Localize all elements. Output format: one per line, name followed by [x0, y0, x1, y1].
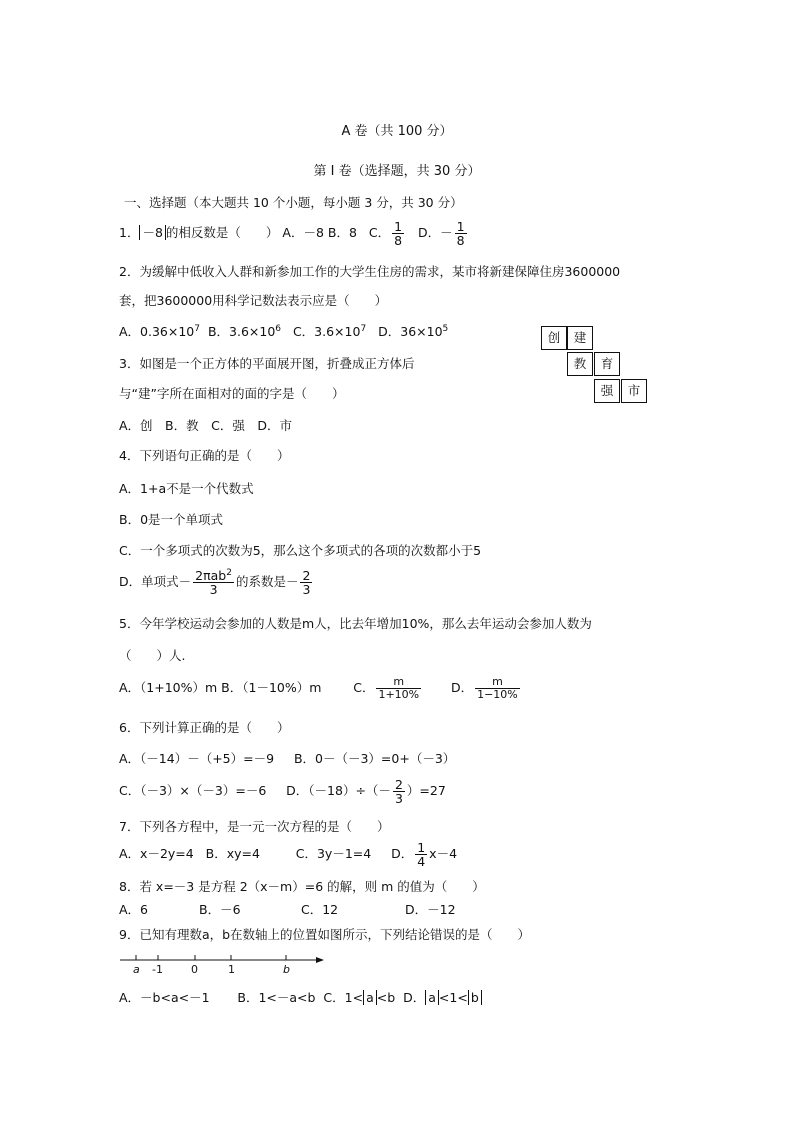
label-0: 0	[191, 963, 198, 976]
paper-title: A 卷（共 100 分）	[341, 124, 453, 139]
question-7-stem: 7．下列各方程中，是一元一次方程的是（ ）	[119, 819, 390, 834]
label-1: 1	[228, 963, 235, 976]
q1-option-d: D．－ $\frac{1}{8}$	[417, 218, 465, 248]
question-2-options	[119, 322, 448, 340]
q8-option-d: D．－12	[405, 902, 456, 917]
q4-option-c: C．一个多项式的次数为5，那么这个多项式的各项的次数都小于5	[119, 543, 482, 558]
question-2-line-1: 2．为缓解中低收入人群和新参加工作的大学生住房的需求，某市将新建保障住房3600000	[119, 264, 621, 279]
q9-option-c: C．1< a <b	[323, 990, 396, 1005]
q2-option-c: C．$3.6\times 10^7$	[292, 323, 367, 339]
q4-option-b: B．0是一个单项式	[119, 512, 224, 527]
label-a: a	[133, 963, 140, 976]
label-neg1: -1	[152, 963, 163, 976]
q9-option-a: A．－b<a<－1	[119, 990, 210, 1005]
question-5-line-2: （ ）人.	[119, 648, 186, 663]
q7-option-d: D． $\frac{1}{4}$ x－4	[391, 839, 458, 869]
q9-option-b: B．1<－a<b	[237, 990, 316, 1005]
q1-option-b: B．8	[327, 225, 357, 240]
question-8-stem: 8．若 x=－3 是方程 2（x－m）=6 的解，则 m 的值为（ ）	[119, 879, 485, 894]
question-9-stem: 9．已知有理数a，b在数轴上的位置如图所示，下列结论错误的是（ ）	[119, 927, 531, 942]
question-5-options	[119, 673, 522, 703]
q7-option-c: C．3y－1=4	[295, 846, 372, 861]
q6-option-d: D．（－18）÷（－ $\frac{2}{3}$ ）=27	[286, 776, 446, 806]
q8-option-b: B．－6	[199, 902, 241, 917]
q7-option-b: B．xy=4	[205, 846, 260, 861]
question-7-options	[119, 839, 457, 869]
net-cell-jiao: 教	[567, 352, 593, 376]
q1-stem: 的相反数是（ ）	[165, 225, 279, 240]
label-b: b	[283, 963, 290, 976]
q1-abs-value: －8	[139, 225, 165, 240]
question-6-row-1	[119, 749, 455, 767]
net-cell-qiang: 强	[594, 379, 620, 403]
q6-option-a: A．（－14）－（+5）=－9	[119, 751, 275, 766]
q2-option-d: D．$36\times 10^5$	[378, 323, 449, 339]
question-3-line-1: 3．如图是一个正方体的平面展开图，折叠成正方体后	[119, 356, 415, 371]
q5-option-b: B．（1－10%）m	[221, 680, 322, 695]
q1-number: 1．	[119, 225, 140, 240]
q8-option-a: A．6	[119, 902, 149, 917]
question-2-line-2: 套，把3600000用科学记数法表示应是（ ）	[119, 293, 388, 308]
net-cell-yu: 育	[594, 352, 620, 376]
q5-option-d: D． $\frac{m}{1-10\%}$	[450, 675, 518, 701]
question-3-options: A．创 B．教 C．强 D．市	[119, 418, 292, 433]
question-4-stem: 4．下列语句正确的是（ ）	[119, 448, 290, 463]
question-6-row-2	[119, 776, 446, 806]
question-8-options	[119, 900, 456, 918]
question-3-line-2: 与“建”字所在面相对的面的字是（ ）	[119, 386, 345, 401]
q4-option-a: A．1+a不是一个代数式	[119, 481, 254, 496]
q4-option-d: D．单项式－ $\frac{2\pi ab^2}{3}$ 的系数是－ $\frac{2}{3}$	[119, 567, 311, 598]
q8-option-c: C．12	[301, 902, 339, 917]
q1-option-c: C． $\frac{1}{8}$	[368, 218, 403, 248]
question-1	[119, 218, 469, 248]
net-cell-jian: 建	[567, 326, 593, 350]
q9-option-d: D． a <1< b	[403, 990, 482, 1005]
q7-option-a: A．x－2y=4	[119, 846, 194, 861]
number-line-figure	[118, 952, 330, 978]
net-cell-chuang: 创	[541, 326, 567, 350]
q5-option-a: A．（1+10%）m	[119, 680, 218, 695]
section-instructions: 一、选择题（本大题共 10 个小题，每小题 3 分，共 30 分）	[124, 195, 463, 210]
question-5-line-1: 5．今年学校运动会参加的人数是m人，比去年增加10%，那么去年运动会参加人数为	[119, 616, 592, 631]
q5-option-c: C． $\frac{m}{1+10\%}$	[353, 675, 420, 701]
number-line-arrow	[316, 957, 324, 963]
q1-option-a: A．－8	[282, 225, 324, 240]
q2-option-a: A．$0.36\times 10^7$	[119, 323, 200, 339]
q6-option-c: C．（－3）×（－3）=－6	[119, 783, 267, 798]
question-6-stem: 6．下列计算正确的是（ ）	[119, 720, 290, 735]
net-cell-shi: 市	[621, 379, 647, 403]
section-title: 第 I 卷（选择题，共 30 分）	[313, 164, 481, 179]
question-9-options	[119, 988, 482, 1006]
q6-option-b: B．0－（－3）=0+（－3）	[293, 751, 456, 766]
q2-option-b: B．$3.6\times 10^6$	[207, 323, 282, 339]
